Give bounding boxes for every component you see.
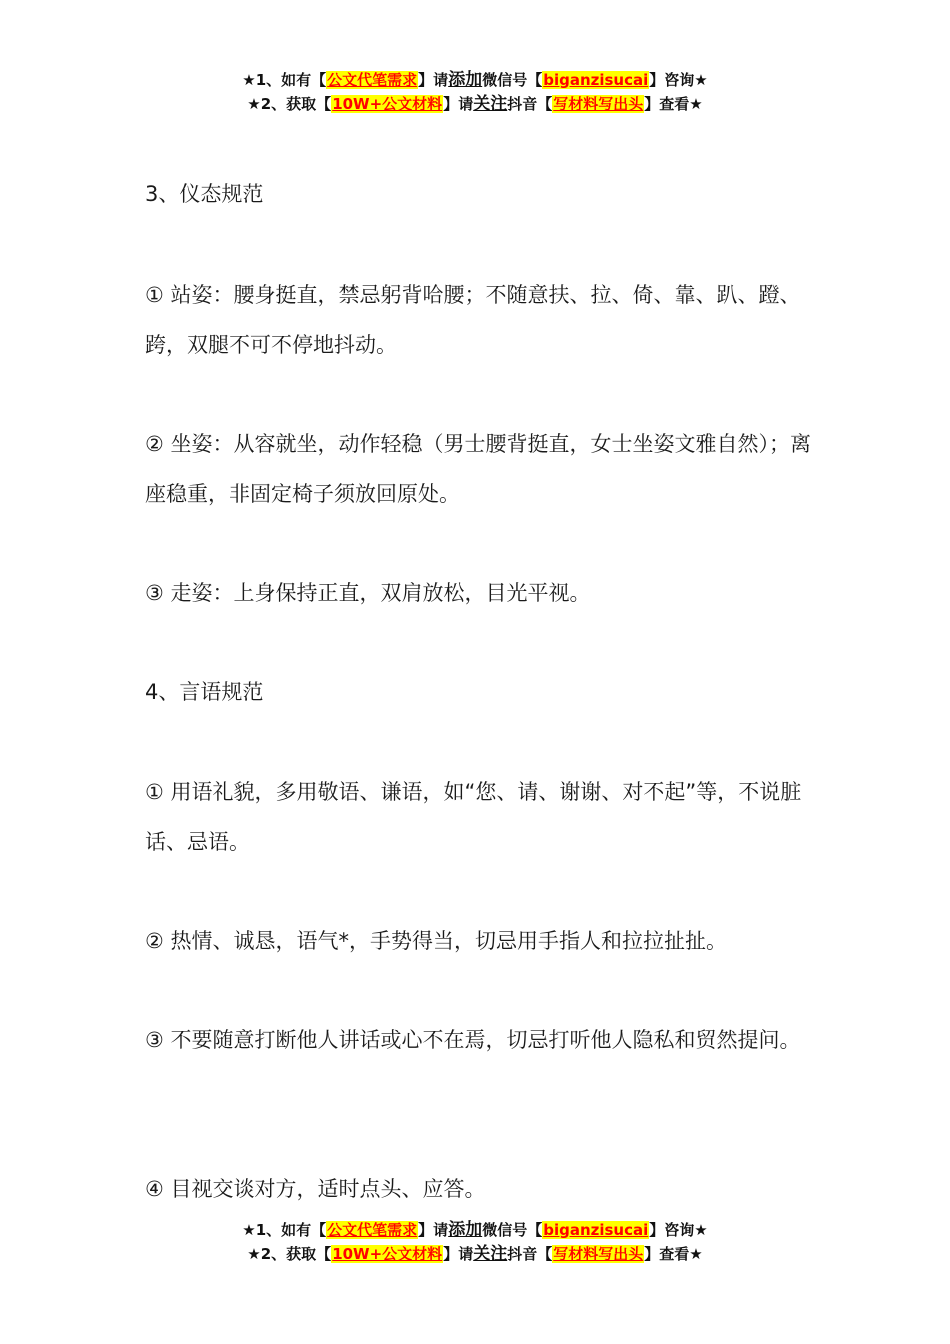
- banner-text: 】请: [418, 1221, 449, 1239]
- banner-text: 抖音【: [507, 1245, 553, 1263]
- header-banner: [0, 68, 950, 116]
- banner-text: 】请: [418, 71, 449, 89]
- polite-language-paragraph: ① 用语礼貌，多用敬语、谦语，如“您、请、谢谢、对不起”等，不说脏话、忌语。: [145, 780, 802, 854]
- highlight-materials: 10W+公文材料: [332, 1245, 443, 1263]
- banner-text: ★1、如有【: [242, 71, 327, 89]
- banner-text: 】咨询★: [649, 71, 708, 89]
- highlight-service: 公文代笔需求: [327, 71, 418, 89]
- underlined-follow: 关注: [473, 94, 508, 114]
- banner-text: 】请: [443, 1245, 474, 1263]
- banner-text: 抖音【: [507, 95, 553, 113]
- banner-text: 】查看★: [644, 95, 703, 113]
- highlight-wechat-id: biganzisucai: [543, 71, 649, 89]
- underlined-add: 添加: [448, 70, 483, 90]
- banner-line-2: [0, 92, 950, 116]
- underlined-add: 添加: [448, 1220, 483, 1240]
- banner-line-2: [0, 1242, 950, 1266]
- section-3-heading: 3、仪态规范: [145, 182, 264, 206]
- banner-text: 微信号【: [482, 71, 543, 89]
- highlight-wechat-id: biganzisucai: [543, 1221, 649, 1239]
- banner-text: 】查看★: [644, 1245, 703, 1263]
- highlight-service: 公文代笔需求: [327, 1221, 418, 1239]
- highlight-douyin-account: 写材料写出头: [553, 1245, 644, 1263]
- banner-text: ★2、获取【: [247, 95, 332, 113]
- banner-text: 微信号【: [482, 1221, 543, 1239]
- sitting-posture-paragraph: ② 坐姿：从容就坐，动作轻稳（男士腰背挺直，女士坐姿文雅自然）；离座稳重，非固定椅子须放回原处。: [145, 432, 811, 506]
- highlight-materials: 10W+公文材料: [332, 95, 443, 113]
- banner-text: ★1、如有【: [242, 1221, 327, 1239]
- footer-banner: [0, 1218, 950, 1266]
- eye-contact-paragraph: ④ 目视交谈对方，适时点头、应答。: [145, 1177, 486, 1201]
- standing-posture-paragraph: ① 站姿：腰身挺直，禁忌躬背哈腰；不随意扶、拉、倚、靠、趴、蹬、跨，双腿不可不停地抖动。: [145, 283, 801, 357]
- walking-posture-paragraph: ③ 走姿：上身保持正直，双肩放松，目光平视。: [145, 581, 591, 605]
- no-interrupting-paragraph: ③ 不要随意打断他人讲话或心不在焉，切忌打听他人隐私和贸然提问。: [145, 1028, 801, 1052]
- banner-text: 】请: [443, 95, 474, 113]
- banner-line-1: [0, 1218, 950, 1242]
- section-4-heading: 4、言语规范: [145, 680, 264, 704]
- underlined-follow: 关注: [473, 1244, 508, 1264]
- banner-line-1: [0, 68, 950, 92]
- highlight-douyin-account: 写材料写出头: [553, 95, 644, 113]
- banner-text: ★2、获取【: [247, 1245, 332, 1263]
- sincere-tone-paragraph: ② 热情、诚恳，语气*，手势得当，切忌用手指人和拉拉扯扯。: [145, 929, 727, 953]
- banner-text: 】咨询★: [649, 1221, 708, 1239]
